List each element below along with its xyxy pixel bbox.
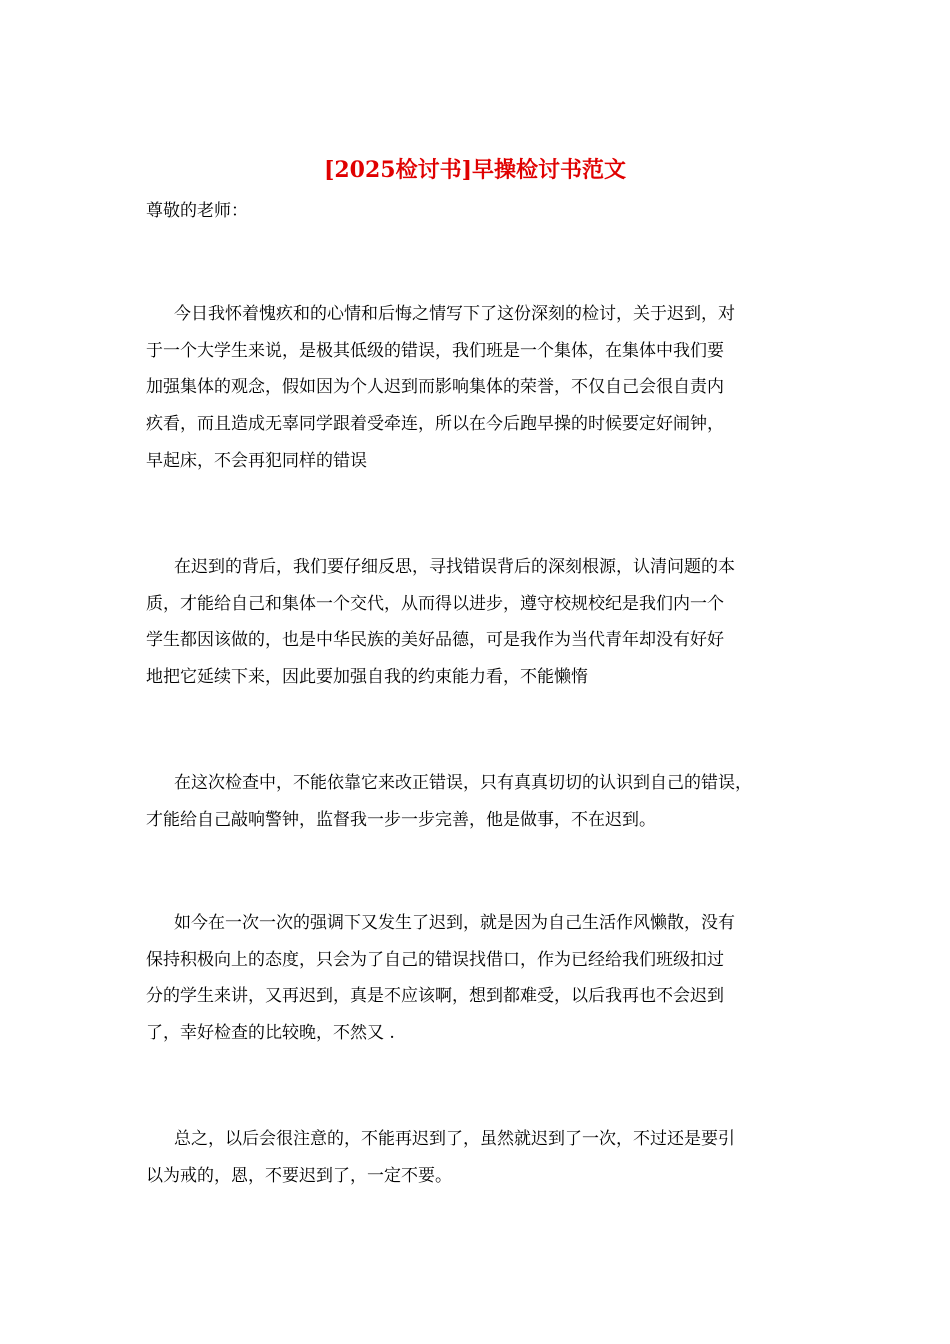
paragraph-line: 如今在一次一次的强调下又发生了迟到，就是因为自己生活作风懒散，没有 <box>174 913 735 933</box>
paragraph-line: 今日我怀着愧疚和的心情和后悔之情写下了这份深刻的检讨，关于迟到，对 <box>174 304 735 324</box>
paragraph-line: 学生都因该做的，也是中华民族的美好品德，可是我作为当代青年却没有好好 <box>146 630 724 651</box>
paragraph-line: 早起床，不会再犯同样的错误 <box>146 450 367 471</box>
document-title: [2025检讨书]早操检讨书范文 <box>323 157 627 183</box>
paragraph-line: 质，才能给自己和集体一个交代，从而得以进步，遵守校规校纪是我们内一个 <box>146 593 724 614</box>
paragraph-line: 才能给自己敲响警钟，监督我一步一步完善，他是做事，不在迟到。 <box>146 809 656 830</box>
paragraph-line: 在这次检查中，不能依靠它来改正错误，只有真真切切的认识到自己的错误， <box>174 773 752 793</box>
paragraph-line: 于一个大学生来说，是极其低级的错误，我们班是一个集体，在集体中我们要 <box>146 340 724 361</box>
paragraph-5 <box>146 1127 826 1200</box>
salutation: 尊敬的老师： <box>146 201 248 221</box>
paragraph-line: 分的学生来讲，又再迟到，真是不应该啊，想到都难受，以后我再也不会迟到 <box>146 986 724 1007</box>
paragraph-line: 加强集体的观念，假如因为个人迟到而影响集体的荣誉，不仅自己会很自责内 <box>146 377 724 398</box>
paragraph-line: 地把它延续下来，因此要加强自我的约束能力看，不能懒惰 <box>146 667 588 688</box>
paragraph-3 <box>146 771 826 844</box>
paragraph-line: 以为戒的，恩，不要迟到了，一定不要。 <box>146 1165 452 1186</box>
paragraph-line: 总之，以后会很注意的，不能再迟到了，虽然就迟到了一次，不过还是要引 <box>174 1129 735 1149</box>
paragraph-line: 保持积极向上的态度，只会为了自己的错误找借口，作为已经给我们班级扣过 <box>146 949 724 970</box>
paragraph-line: 在迟到的背后，我们要仔细反思，寻找错误背后的深刻根源，认清问题的本 <box>174 557 735 577</box>
paragraph-line: 疚看，而且造成无辜同学跟着受牵连，所以在今后跑早操的时候要定好闹钟， <box>146 414 724 435</box>
paragraph-4 <box>146 911 826 1058</box>
paragraph-1 <box>146 302 826 485</box>
paragraph-2 <box>146 555 826 702</box>
paragraph-line: 了，幸好检查的比较晚，不然又 . <box>146 1023 395 1044</box>
